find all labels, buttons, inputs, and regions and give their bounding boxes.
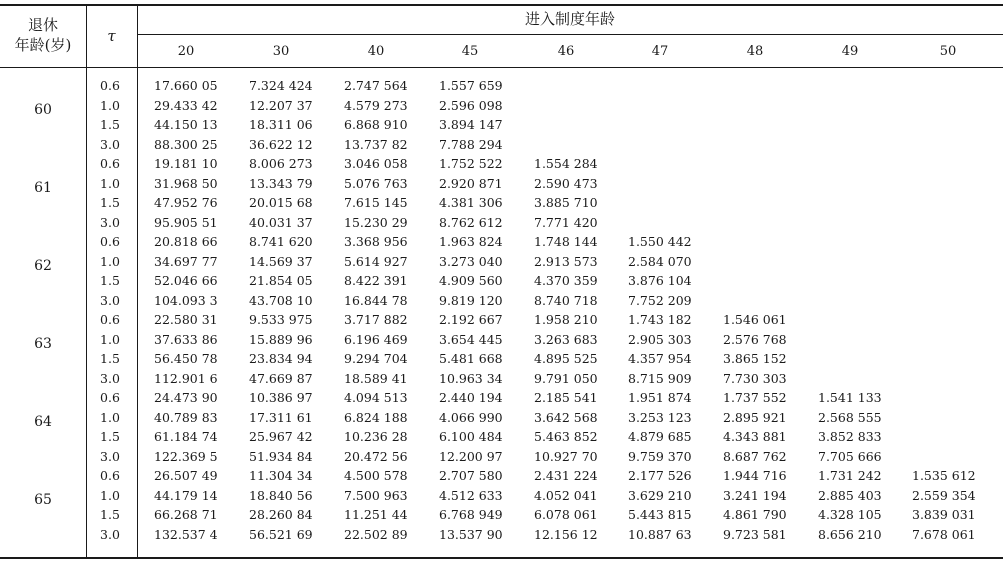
value-cell: 8.656 210 — [818, 526, 882, 542]
value-cell: 44.179 14 — [154, 487, 218, 503]
value-cell: 6.868 910 — [344, 117, 408, 132]
value-cell: 3.717 882 — [344, 312, 408, 327]
value-cell: 16.844 78 — [344, 292, 408, 308]
value-cell: 22.502 89 — [344, 526, 408, 542]
value-cell: 18.840 56 — [249, 487, 313, 503]
value-cell: 37.633 86 — [154, 331, 218, 347]
value-cell: 4.052 041 — [534, 487, 598, 503]
value-cell: 11.251 44 — [344, 507, 408, 522]
value-cell: 26.507 49 — [154, 468, 218, 483]
value-cell: 20.472 56 — [344, 448, 408, 464]
value-cell: 2.913 573 — [534, 253, 598, 269]
value-cell: 122.369 5 — [154, 448, 218, 464]
value-cell: 4.343 881 — [723, 429, 787, 444]
value-cell: 24.473 90 — [154, 390, 218, 405]
value-cell: 3.894 147 — [439, 117, 503, 132]
value-cell: 56.450 78 — [154, 351, 218, 366]
column-header-20: 20 — [177, 44, 195, 59]
value-cell: 5.614 927 — [344, 253, 408, 269]
column-divider-age — [86, 5, 87, 558]
value-cell: 10.963 34 — [439, 370, 503, 386]
value-cell: 8.422 391 — [344, 273, 408, 288]
tau-cell: 1.5 — [100, 507, 120, 522]
tau-cell: 1.5 — [100, 351, 120, 366]
value-cell: 6.768 949 — [439, 507, 503, 522]
tau-cell: 0.6 — [100, 156, 120, 171]
value-cell: 5.076 763 — [344, 175, 408, 191]
value-cell: 9.294 704 — [344, 351, 408, 366]
value-cell: 4.895 525 — [534, 351, 598, 366]
value-cell: 10.386 97 — [249, 390, 313, 405]
column-divider-tau — [137, 5, 138, 558]
value-cell: 3.368 956 — [344, 234, 408, 249]
value-cell: 88.300 25 — [154, 136, 218, 152]
value-cell: 1.550 442 — [628, 234, 692, 249]
tau-cell: 1.0 — [100, 253, 120, 269]
value-cell: 8.740 718 — [534, 292, 598, 308]
bottom-rule — [0, 557, 1003, 559]
value-cell: 7.752 209 — [628, 292, 692, 308]
value-cell: 8.687 762 — [723, 448, 787, 464]
top-rule — [0, 4, 1003, 6]
value-cell: 7.705 666 — [818, 448, 882, 464]
value-cell: 7.615 145 — [344, 195, 408, 210]
value-cell: 34.697 77 — [154, 253, 218, 269]
value-cell: 43.708 10 — [249, 292, 313, 308]
value-cell: 3.885 710 — [534, 195, 598, 210]
tau-cell: 3.0 — [100, 370, 120, 386]
value-cell: 1.944 716 — [723, 468, 787, 483]
value-cell: 44.150 13 — [154, 117, 218, 132]
value-cell: 52.046 66 — [154, 273, 218, 288]
value-cell: 3.629 210 — [628, 487, 692, 503]
value-cell: 5.481 668 — [439, 351, 503, 366]
header-bottom-rule — [0, 67, 1003, 68]
tau-cell: 1.0 — [100, 487, 120, 503]
entry-age-header-rule — [137, 34, 1003, 35]
value-cell: 2.885 403 — [818, 487, 882, 503]
retire-age-64: 64 — [34, 414, 52, 430]
value-cell: 3.046 058 — [344, 156, 408, 171]
retire-age-60: 60 — [34, 102, 52, 118]
value-cell: 4.512 633 — [439, 487, 503, 503]
value-cell: 8.741 620 — [249, 234, 313, 249]
value-cell: 12.207 37 — [249, 97, 313, 113]
value-cell: 18.311 06 — [249, 117, 313, 132]
tau-cell: 3.0 — [100, 526, 120, 542]
value-cell: 17.311 61 — [249, 409, 313, 425]
value-cell: 2.584 070 — [628, 253, 692, 269]
value-cell: 40.031 37 — [249, 214, 313, 230]
value-cell: 2.185 541 — [534, 390, 598, 405]
value-cell: 6.824 188 — [344, 409, 408, 425]
value-cell: 4.357 954 — [628, 351, 692, 366]
value-cell: 5.443 815 — [628, 507, 692, 522]
value-cell: 51.934 84 — [249, 448, 313, 464]
value-cell: 11.304 34 — [249, 468, 313, 483]
value-cell: 10.927 70 — [534, 448, 598, 464]
value-cell: 61.184 74 — [154, 429, 218, 444]
value-cell: 4.094 513 — [344, 390, 408, 405]
column-header-50: 50 — [939, 44, 957, 59]
value-cell: 13.737 82 — [344, 136, 408, 152]
value-cell: 2.590 473 — [534, 175, 598, 191]
value-cell: 21.854 05 — [249, 273, 313, 288]
value-cell: 3.865 152 — [723, 351, 787, 366]
value-cell: 6.196 469 — [344, 331, 408, 347]
value-cell: 2.920 871 — [439, 175, 503, 191]
tau-cell: 1.5 — [100, 195, 120, 210]
value-cell: 2.177 526 — [628, 468, 692, 483]
value-cell: 1.737 552 — [723, 390, 787, 405]
value-cell: 2.440 194 — [439, 390, 503, 405]
value-cell: 1.743 182 — [628, 312, 692, 327]
value-cell: 22.580 31 — [154, 312, 218, 327]
value-cell: 40.789 83 — [154, 409, 218, 425]
value-cell: 14.569 37 — [249, 253, 313, 269]
column-header-47: 47 — [651, 44, 669, 59]
value-cell: 12.200 97 — [439, 448, 503, 464]
value-cell: 8.715 909 — [628, 370, 692, 386]
value-cell: 1.958 210 — [534, 312, 598, 327]
column-header-45: 45 — [461, 44, 479, 59]
value-cell: 7.324 424 — [249, 78, 313, 93]
value-cell: 8.006 273 — [249, 156, 313, 171]
value-cell: 13.343 79 — [249, 175, 313, 191]
value-cell: 66.268 71 — [154, 507, 218, 522]
value-cell: 1.963 824 — [439, 234, 503, 249]
tau-cell: 1.5 — [100, 429, 120, 444]
value-cell: 9.759 370 — [628, 448, 692, 464]
value-cell: 23.834 94 — [249, 351, 313, 366]
tau-cell: 1.0 — [100, 97, 120, 113]
value-cell: 2.707 580 — [439, 468, 503, 483]
tau-header: τ — [107, 27, 116, 45]
value-cell: 4.328 105 — [818, 507, 882, 522]
value-cell: 13.537 90 — [439, 526, 503, 542]
value-cell: 104.093 3 — [154, 292, 218, 308]
tau-cell: 3.0 — [100, 292, 120, 308]
tau-cell: 1.5 — [100, 117, 120, 132]
value-cell: 1.731 242 — [818, 468, 882, 483]
value-cell: 3.852 833 — [818, 429, 882, 444]
value-cell: 3.876 104 — [628, 273, 692, 288]
tau-cell: 0.6 — [100, 312, 120, 327]
column-header-40: 40 — [367, 44, 385, 59]
value-cell: 6.078 061 — [534, 507, 598, 522]
value-cell: 4.381 306 — [439, 195, 503, 210]
value-cell: 25.967 42 — [249, 429, 313, 444]
value-cell: 4.500 578 — [344, 468, 408, 483]
value-cell: 95.905 51 — [154, 214, 218, 230]
value-cell: 3.263 683 — [534, 331, 598, 347]
retire-age-header — [0, 15, 86, 55]
tau-cell: 0.6 — [100, 234, 120, 249]
value-cell: 7.771 420 — [534, 214, 598, 230]
value-cell: 3.273 040 — [439, 253, 503, 269]
value-cell: 2.747 564 — [344, 78, 408, 93]
value-cell: 29.433 42 — [154, 97, 218, 113]
retire-age-header-line2: 年龄(岁) — [14, 36, 72, 54]
value-cell: 1.546 061 — [723, 312, 787, 327]
value-cell: 2.568 555 — [818, 409, 882, 425]
value-cell: 1.951 874 — [628, 390, 692, 405]
value-cell: 28.260 84 — [249, 507, 313, 522]
value-cell: 1.557 659 — [439, 78, 503, 93]
retire-age-63: 63 — [34, 336, 52, 352]
value-cell: 132.537 4 — [154, 526, 218, 542]
column-header-48: 48 — [746, 44, 764, 59]
retire-age-header-line1: 退休 — [27, 16, 58, 34]
value-cell: 20.015 68 — [249, 195, 313, 210]
value-cell: 4.066 990 — [439, 409, 503, 425]
value-cell: 1.535 612 — [912, 468, 976, 483]
column-header-49: 49 — [841, 44, 859, 59]
value-cell: 1.748 144 — [534, 234, 598, 249]
value-cell: 8.762 612 — [439, 214, 503, 230]
value-cell: 4.879 685 — [628, 429, 692, 444]
value-cell: 7.500 963 — [344, 487, 408, 503]
value-cell: 7.730 303 — [723, 370, 787, 386]
value-cell: 47.669 87 — [249, 370, 313, 386]
tau-cell: 1.0 — [100, 409, 120, 425]
retire-age-65: 65 — [34, 492, 52, 508]
tau-cell: 3.0 — [100, 136, 120, 152]
value-cell: 9.723 581 — [723, 526, 787, 542]
value-cell: 4.861 790 — [723, 507, 787, 522]
value-cell: 1.554 284 — [534, 156, 598, 171]
value-cell: 3.253 123 — [628, 409, 692, 425]
value-cell: 3.654 445 — [439, 331, 503, 347]
value-cell: 7.788 294 — [439, 136, 503, 152]
value-cell: 9.791 050 — [534, 370, 598, 386]
tau-cell: 1.0 — [100, 175, 120, 191]
value-cell: 47.952 76 — [154, 195, 218, 210]
value-cell: 2.192 667 — [439, 312, 503, 327]
value-cell: 9.819 120 — [439, 292, 503, 308]
column-header-46: 46 — [557, 44, 575, 59]
value-cell: 1.541 133 — [818, 390, 882, 405]
tau-cell: 3.0 — [100, 214, 120, 230]
value-cell: 10.887 63 — [628, 526, 692, 542]
value-cell: 2.895 921 — [723, 409, 787, 425]
value-cell: 7.678 061 — [912, 526, 976, 542]
value-cell: 2.431 224 — [534, 468, 598, 483]
value-cell: 4.909 560 — [439, 273, 503, 288]
value-cell: 20.818 66 — [154, 234, 218, 249]
retire-age-61: 61 — [34, 180, 52, 196]
value-cell: 4.579 273 — [344, 97, 408, 113]
value-cell: 10.236 28 — [344, 429, 408, 444]
tau-cell: 1.0 — [100, 331, 120, 347]
retire-age-62: 62 — [34, 258, 52, 274]
tau-cell: 0.6 — [100, 78, 120, 93]
value-cell: 56.521 69 — [249, 526, 313, 542]
entry-age-header: 进入制度年龄 — [524, 10, 615, 28]
value-cell: 1.752 522 — [439, 156, 503, 171]
value-cell: 36.622 12 — [249, 136, 313, 152]
value-cell: 15.230 29 — [344, 214, 408, 230]
value-cell: 2.905 303 — [628, 331, 692, 347]
value-cell: 2.596 098 — [439, 97, 503, 113]
value-cell: 2.559 354 — [912, 487, 976, 503]
tau-cell: 1.5 — [100, 273, 120, 288]
value-cell: 3.241 194 — [723, 487, 787, 503]
value-cell: 17.660 05 — [154, 78, 218, 93]
value-cell: 2.576 768 — [723, 331, 787, 347]
value-cell: 5.463 852 — [534, 429, 598, 444]
value-cell: 6.100 484 — [439, 429, 503, 444]
value-cell: 3.642 568 — [534, 409, 598, 425]
value-cell: 12.156 12 — [534, 526, 598, 542]
tau-cell: 0.6 — [100, 390, 120, 405]
value-cell: 19.181 10 — [154, 156, 218, 171]
tau-cell: 3.0 — [100, 448, 120, 464]
value-cell: 9.533 975 — [249, 312, 313, 327]
tau-cell: 0.6 — [100, 468, 120, 483]
value-cell: 31.968 50 — [154, 175, 218, 191]
column-header-30: 30 — [272, 44, 290, 59]
value-cell: 4.370 359 — [534, 273, 598, 288]
value-cell: 3.839 031 — [912, 507, 976, 522]
value-cell: 112.901 6 — [154, 370, 218, 386]
value-cell: 15.889 96 — [249, 331, 313, 347]
value-cell: 18.589 41 — [344, 370, 408, 386]
